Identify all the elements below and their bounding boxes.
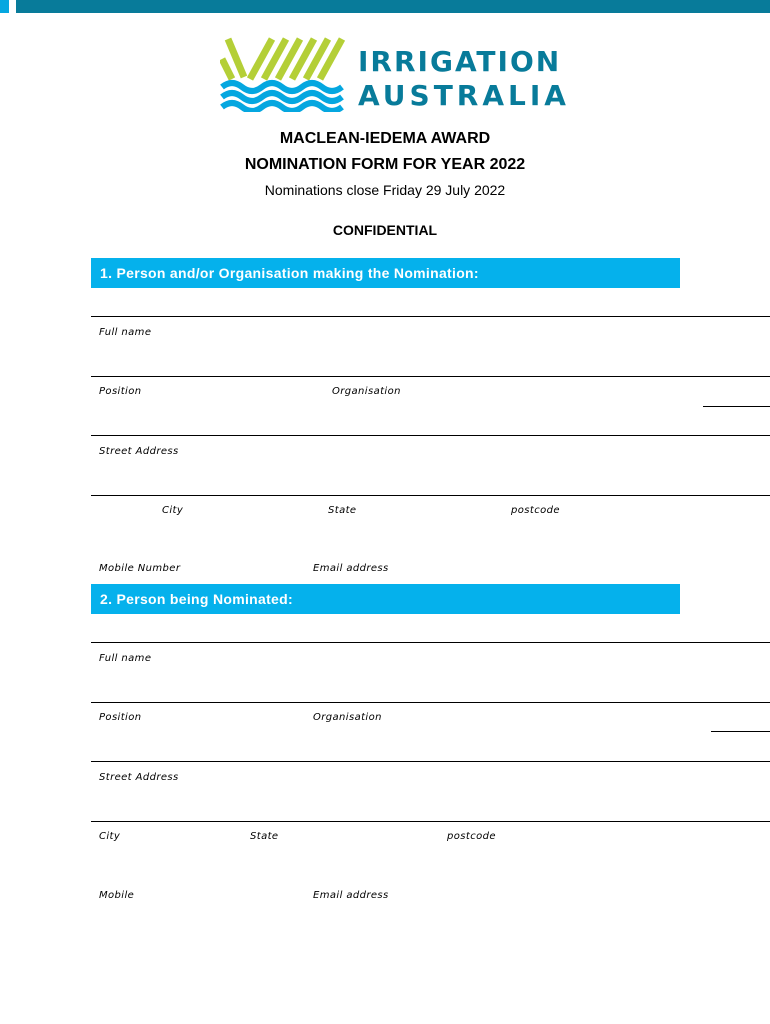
logo-mark-icon (220, 37, 350, 112)
nominator-postcode-label: postcode (511, 505, 560, 516)
irrigation-australia-logo (220, 37, 570, 112)
nominator-full-name-label: Full name (99, 327, 152, 338)
nominator-organisation-line[interactable] (703, 406, 770, 407)
nominee-street-address-label: Street Address (99, 772, 179, 783)
nominator-city-label: City (162, 505, 184, 516)
top-accent-bar (16, 0, 770, 13)
nominee-city-label: City (99, 831, 121, 842)
nominator-full-name-line[interactable] (91, 316, 770, 317)
section1-heading: 1. Person and/or Organisation making the Nomination: (91, 258, 680, 288)
nominator-email-label: Email address (313, 563, 389, 574)
nominee-full-name-label: Full name (99, 653, 152, 664)
nominator-organisation-label: Organisation (332, 386, 401, 397)
nominator-mobile-label: Mobile Number (99, 563, 181, 574)
nominee-organisation-label: Organisation (313, 712, 382, 723)
nominee-position-label: Position (99, 712, 142, 723)
nominee-postcode-label: postcode (447, 831, 496, 842)
nominee-full-name-line[interactable] (91, 642, 770, 643)
nominator-street-address-line[interactable] (91, 435, 770, 436)
nominee-position-line[interactable] (91, 702, 770, 703)
form-title-line2: NOMINATION FORM FOR YEAR 2022 (244, 156, 526, 173)
nominee-email-label: Email address (313, 890, 389, 901)
logo-text-line2: AUSTRALIA (358, 79, 570, 112)
nominee-state-label: State (250, 831, 279, 842)
nominator-state-label: State (328, 505, 357, 516)
nominee-organisation-line[interactable] (711, 731, 770, 732)
nominator-street-address-label: Street Address (99, 446, 179, 457)
nominator-position-label: Position (99, 386, 142, 397)
section2-heading: 2. Person being Nominated: (91, 584, 680, 614)
logo-text-line1: IRRIGATION (358, 45, 562, 78)
form-title-line1: MACLEAN-IEDEMA AWARD (279, 130, 491, 147)
top-accent-bar-left (0, 0, 9, 13)
nominee-street-address-line[interactable] (91, 761, 770, 762)
nominator-city-line[interactable] (91, 495, 770, 496)
nominee-mobile-label: Mobile (99, 890, 135, 901)
confidential-label: CONFIDENTIAL (332, 222, 438, 238)
nominator-position-line[interactable] (91, 376, 770, 377)
closing-date-notice: Nominations close Friday 29 July 2022 (264, 182, 506, 198)
nominee-city-line[interactable] (91, 821, 770, 822)
